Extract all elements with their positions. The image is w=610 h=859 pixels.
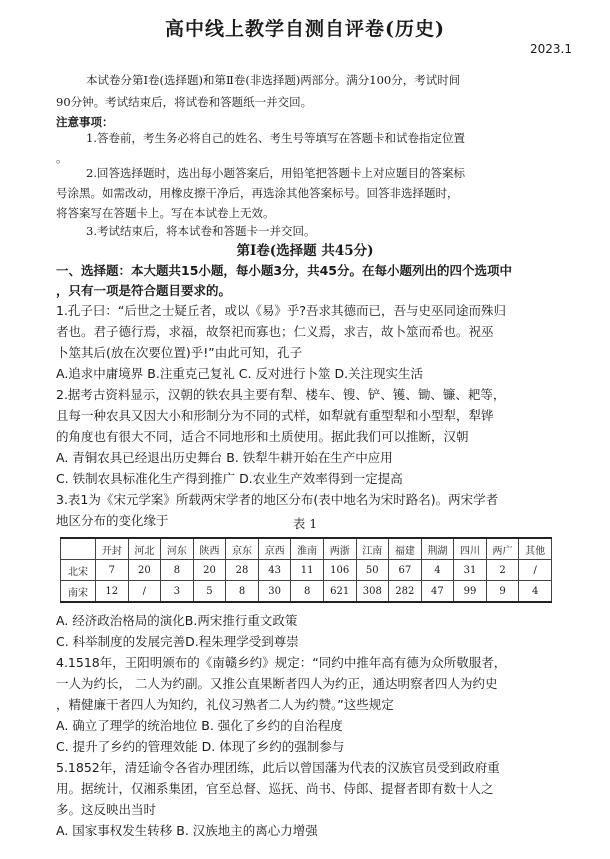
table-cell: 8: [161, 560, 194, 581]
table-cell: 7: [96, 560, 129, 581]
table-header-cell: 其他: [519, 538, 552, 560]
question-4-text: ，精健廉干者四人为知约，礼仪习熟者二人为约赞。”这些规定: [56, 697, 394, 712]
question-4-options: A. 确立了理学的统治地位 B. 强化了乡约的自治程度: [56, 718, 343, 733]
question-4-text: 4.1518年，王阳明颁布的《南赣乡约》规定：“同约中推年高有德为众所敬服者，: [56, 655, 507, 670]
table-cell: 43: [258, 560, 291, 581]
table-cell: 106: [323, 560, 356, 581]
table-cell: 3: [161, 581, 194, 603]
table-cell: 20: [193, 560, 226, 581]
table-cell: 4: [421, 560, 454, 581]
question-1-text: 1.孔子曰：“后世之士疑丘者，或以《易》乎?吾求其德而已，吾与史巫同途而殊归: [56, 303, 507, 318]
question-1-text: 卜筮其后(放在次要位置)乎!”由此可知，孔子: [56, 345, 303, 360]
table-cell: 99: [454, 581, 487, 603]
intro-line: 90分钟。考试结束后，将试卷和答题纸一并交回。: [56, 95, 313, 109]
question-4-options: C. 提升了乡约的管理效能 D. 体现了乡约的强制参与: [56, 739, 345, 754]
section-instruction: ，只有一项是符合题目要求的。: [56, 283, 232, 298]
table-cell: 67: [389, 560, 422, 581]
table-cell: 282: [389, 581, 422, 603]
question-3-options: C. 科举制度的发展完善D.程朱理学受到尊崇: [56, 634, 299, 649]
table-header-cell: 四川: [454, 538, 487, 560]
table-cell: 4: [519, 581, 552, 603]
section-instruction: 一、选择题：本大题共15小题，每小题3分，共45分。在每小题列出的四个选项中: [56, 263, 512, 278]
notes-heading: 注意事项：: [56, 115, 114, 129]
table-cell: 20: [128, 560, 161, 581]
question-5-text: 多。这反映出当时: [56, 802, 157, 817]
table-cell: 50: [356, 560, 389, 581]
table-caption: 表 1: [292, 516, 318, 531]
table-cell: /: [519, 560, 552, 581]
table-cell: /: [128, 581, 161, 603]
table-cell: 8: [291, 581, 324, 603]
table-cell: 9: [486, 581, 519, 603]
table-row-label: 南宋: [61, 581, 96, 603]
question-4-text: 一人为约长， 二人为约副。又推公直果断者四人为约正，通达明察者四人为约史: [56, 676, 498, 691]
table-header-cell: 京西: [258, 538, 291, 560]
question-3-options: A. 经济政治格局的演化B.两宋推行重文政策: [56, 613, 298, 628]
question-3-text: 3.表1为《宋元学案》所载两宋学者的地区分布(表中地名为宋时路名)。两宋学者: [56, 492, 499, 507]
section-title: 第Ⅰ卷(选择题 共45分): [236, 243, 374, 259]
question-3-text: 地区分布的变化缘于: [56, 513, 169, 528]
table-cell: 12: [96, 581, 129, 603]
table-cell: 621: [323, 581, 356, 603]
question-1-options: A.追求中庸境界 B.注重克己复礼 C. 反对进行卜筮 D.关注现实生活: [56, 366, 424, 381]
table-row: [61, 560, 552, 581]
table-header-cell: 京东: [226, 538, 259, 560]
table-cell: 47: [421, 581, 454, 603]
table-corner-cell: [61, 538, 96, 560]
notes-item: 将答案写在答题卡上。写在本试卷上无效。: [56, 206, 275, 220]
table-header-cell: 河东: [161, 538, 194, 560]
question-5-text: 5.1852年，清廷谕令各省办理团练，此后以曾国藩为代表的汉族官员受到政府重: [56, 760, 500, 775]
notes-item: 2.回答选择题时，选出每小题答案后，用铅笔把答题卡上对应题目的答案标: [86, 166, 465, 180]
scholar-distribution-table: [60, 537, 552, 603]
table-header-cell: 陕西: [193, 538, 226, 560]
question-5-options: A. 国家事权发生转移 B. 汉族地主的离心力增强: [56, 823, 318, 838]
question-2-text: 的角度也有很大不同，适合不同地形和土质使用。据此我们可以推断，汉朝: [56, 429, 469, 444]
question-2-options: A. 青铜农具已经退出历史舞台 B. 铁犁牛耕开始在生产中应用: [56, 450, 393, 465]
question-2-options: C. 铁制农具标准化生产得到推广 D.农业生产效率得到一定提高: [56, 471, 403, 486]
table-header-cell: 荆湖: [421, 538, 454, 560]
question-2-text: 2.据考古资料显示，汉朝的铁农具主要有犁、楼车、锼、铲、镬、锄、镰、耙等，: [56, 387, 506, 402]
table-cell: 308: [356, 581, 389, 603]
question-2-text: 且每一种农具又因大小和形制分为不同的式样，如犁就有重型犁和小型犁，犁铧: [56, 408, 494, 423]
table-header-row: [61, 538, 552, 560]
table-cell: 28: [226, 560, 259, 581]
table-cell: 11: [291, 560, 324, 581]
table-header-cell: 福建: [389, 538, 422, 560]
notes-item: 3.考试结束后，将本试卷和答题卡一并交回。: [86, 224, 316, 238]
intro-line: 本试卷分第Ⅰ卷(选择题)和第Ⅱ卷(非选择题)两部分。满分100分，考试时间: [86, 73, 461, 87]
table-header-cell: 河北: [128, 538, 161, 560]
page-title: 高中线上教学自测自评卷(历史): [165, 18, 445, 40]
table-row: [61, 581, 552, 603]
question-1-text: 者也。君子德行焉，求福，故祭祀而寡也；仁义焉，求吉，故卜筮而希也。祝巫: [56, 324, 494, 339]
table-cell: 8: [226, 581, 259, 603]
table-header-cell: 江南: [356, 538, 389, 560]
table-row-label: 北宋: [61, 560, 96, 581]
table-cell: 5: [193, 581, 226, 603]
notes-item: 1.答卷前，考生务必将自己的姓名、考生号等填写在答题卡和试卷指定位置: [86, 131, 465, 145]
table-cell: 31: [454, 560, 487, 581]
exam-year: 2023.1: [530, 42, 572, 56]
question-5-text: 用。据统计，仅湘系集团，官至总督、巡抚、尚书、侍郎、提督者即有数十人之: [56, 781, 494, 796]
table-header-cell: 开封: [96, 538, 129, 560]
table-header-cell: 淮南: [291, 538, 324, 560]
table-cell: 30: [258, 581, 291, 603]
notes-item: 。: [56, 151, 68, 165]
notes-item: 号涂黑。如需改动，用橡皮擦干净后，再选涂其他答案标号。回答非选择题时，: [56, 186, 459, 200]
table-header-cell: 两浙: [323, 538, 356, 560]
table-header-cell: 两广: [486, 538, 519, 560]
table-cell: 2: [486, 560, 519, 581]
